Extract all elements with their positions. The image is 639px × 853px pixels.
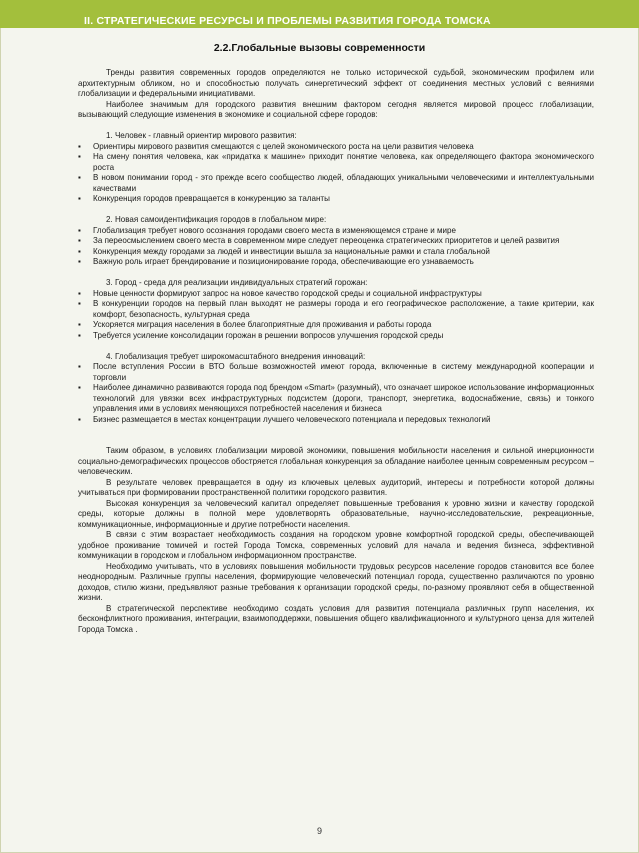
list-item: ▪ Новые ценности формируют запрос на новое качество городской среды и социальной инфраструктуры: [78, 288, 482, 298]
bullet-icon: ▪: [78, 246, 81, 256]
body-paragraph: В стратегической перспективе необходимо создать условия для развития потенциала различных групп населения, их бесконфликтного проживания, интеграции, взаимоподдержки, повышения общего квалификационного и культурного ценза для жителей Города Томска .: [78, 603, 594, 634]
list-item: ▪ В конкуренции городов на первый план выходят не размеры города и его географическое расположение, а такие критерии, как комфорт, безопасность, культурная среда: [78, 299, 594, 319]
list-item: ▪ Ориентиры мирового развития смещаются с целей экономического роста на цели развития человека: [78, 141, 474, 151]
intro-paragraph: Тренды развития современных городов определяются не только исторической судьбой, экономическим профилем или архитектурным обликом, но и способностью получать синергетический эффект от соединения местных условий с веяниями глобализации и федеральными инициативами.: [78, 68, 594, 98]
chapter-title: II. СТРАТЕГИЧЕСКИЕ РЕСУРСЫ И ПРОБЛЕМЫ РАЗВИТИЯ ГОРОДА ТОМСКА: [84, 15, 491, 27]
bullet-icon: ▪: [78, 194, 81, 203]
list-item: ▪ Глобализация требует нового осознания городами своего места в изменяющемся стране и мире: [78, 225, 456, 235]
bullet-icon: ▪: [78, 288, 81, 298]
intro-paragraph: Наиболее значимым для городского развития внешним фактором сегодня является мировой процесс глобализации, вызывающий следующие изменения в экономике и социальной сфере городов:: [78, 99, 594, 119]
bullet-icon: ▪: [78, 320, 81, 329]
list-item: ▪ На смену понятия человека, как «придатка к машине» приходит понятие человека, как определяющего фактора экономического роста: [78, 152, 594, 172]
bullet-icon: ▪: [78, 257, 81, 266]
body-paragraph: Высокая конкуренция за человеческий капитал определяет повышенные требования к уровню жизни и качеству городской среды, которые должны в полной мере удовлетворять образовательные, научно-исследовательские, рекреационные, коммуникационные, информационные и другие потребности населения.: [78, 498, 594, 529]
bullet-icon: ▪: [78, 173, 81, 182]
bullet-icon: ▪: [78, 141, 81, 151]
list-item: ▪ Конкуренция городов превращается в конкуренцию за таланты: [78, 194, 330, 203]
section-heading: 1. Человек - главный ориентир мирового развития:: [106, 131, 297, 140]
list-item: ▪ Ускоряется миграция населения в более благоприятные для проживания и работы города: [78, 320, 432, 329]
list-item: ▪ После вступления России в ВТО больше возможностей имеют города, включенные в систему международной кооперации и торговли: [78, 362, 594, 382]
list-item: ▪ Требуется усиление консолидации горожан в решении вопросов улучшения городской среды: [78, 330, 444, 340]
bullet-icon: ▪: [78, 414, 81, 424]
chapter-header-band: [0, 0, 639, 28]
section-title: 2.2.Глобальные вызовы современности: [213, 42, 426, 54]
body-paragraph: Необходимо учитывать, что в условиях повышения мобильности трудовых ресурсов население городов становится все более неоднородным. Различные группы населения, формирующие человеческий потенциал города, существенно различаются по уровню доходов, стилю жизни, предъявляют разные требования к организации городской среды, по-разному проявляют себя в общественной жизни.: [78, 561, 594, 602]
bullet-icon: ▪: [78, 152, 81, 161]
list-item: ▪ Конкуренция между городами за людей и инвестиции вышла за национальные рамки и стала глобальной: [78, 246, 490, 256]
list-item: ▪ Важную роль играет брендирование и позиционирование города, обеспечивающие его узнаваемость: [78, 257, 474, 266]
list-item: ▪ За переосмыслением своего места в современном мире следует переоценка стратегических приоритетов и целей развития: [78, 236, 560, 245]
bullet-icon: ▪: [78, 330, 81, 340]
bullet-icon: ▪: [78, 383, 81, 392]
section-heading: 4. Глобализация требует широкомасштабного внедрения инноваций:: [106, 351, 366, 361]
list-item: ▪ Наиболее динамично развиваются города под брендом «Smart» (разумный), что означает широкое использование информационных технологий для увязки всех инфраструктурных подсистем (дороги, транспорт, энергетика, водоснабжение, связь) и тонкого управления ими в условиях меняющихся потребностей населения и бизнеса: [78, 383, 594, 413]
body-paragraph: Таким образом, в условиях глобализации мировой экономики, повышения мобильности населения и сильной инерционности социально-демографических процессов обостряется глобальная конкуренция за обладание наиболее ценным современным ресурсом – человеческим.: [78, 446, 594, 476]
bullet-icon: ▪: [78, 362, 81, 371]
bullet-icon: ▪: [78, 225, 81, 235]
section-heading: 2. Новая самоидентификация городов в глобальном мире:: [106, 215, 327, 224]
document-body: [78, 68, 594, 635]
list-item: ▪ Бизнес размещается в местах концентрации лучшего человеческого потенциала и передовых технологий: [78, 414, 491, 424]
page-number: 9: [316, 826, 322, 836]
bullet-icon: ▪: [78, 299, 81, 308]
list-item: ▪ В новом понимании город - это прежде всего сообщество людей, обладающих уникальными человеческими и интеллектуальными качествами: [78, 173, 594, 193]
section-heading: 3. Город - среда для реализации индивидуальных стратегий горожан:: [106, 278, 368, 287]
body-paragraph: В связи с этим возрастает необходимость создания на городском уровне комфортной городской среды, обеспечивающей удобное проживание томичей и гостей Города Томска, современных условий для начала и ведения бизнеса, эффективной коммуникации в городском и глобальном информационном пространстве.: [78, 530, 594, 560]
bullet-icon: ▪: [78, 236, 81, 245]
body-paragraph: В результате человек превращается в одну из ключевых целевых аудиторий, интересы и потребности которой должны учитываться при формировании пространственной политики городского развития.: [78, 477, 594, 497]
